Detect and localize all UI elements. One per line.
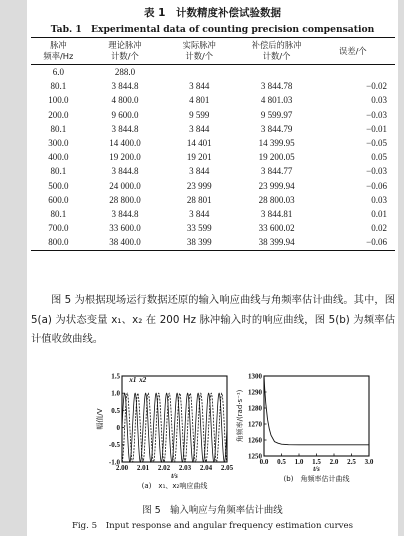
cell-theoretical: 288.0: [114, 67, 136, 77]
cell-frequency: 200.0: [48, 109, 69, 120]
right-margin-strip: [398, 0, 404, 536]
cell-error: 0.03: [371, 95, 387, 106]
figure-caption-zh: 图 5 输入响应与角频率估计曲线: [142, 505, 283, 516]
table-caption-en: Tab. 1 Experimental data of counting precision compensation: [50, 24, 375, 35]
table-row: [31, 93, 395, 107]
figure-svg: [27, 372, 398, 502]
y-tick-label-a: 0: [116, 424, 120, 432]
table-row: [31, 179, 395, 193]
series-label-x2: x2: [139, 375, 147, 384]
cell-frequency: 80.1: [50, 166, 67, 177]
body-paragraph: [31, 291, 395, 350]
cell-compensated: 38 399.94: [234, 235, 318, 250]
header-compensated-count: 补偿后的脉冲 计数/个: [234, 38, 318, 65]
x-tick-label-b: 2.0: [329, 458, 339, 466]
x-tick-label-a: 2.05: [220, 464, 234, 472]
series-line-frequency-estimate: [264, 376, 369, 445]
cell-error: −0.05: [366, 138, 387, 149]
x-tick-label-b: 1.0: [294, 458, 304, 466]
cell-frequency: 300.0: [48, 138, 69, 149]
cell-compensated: 19 200.05: [258, 152, 295, 163]
figure-5: [27, 372, 398, 492]
header-pulse-frequency: 脉冲 频率/Hz: [31, 38, 86, 65]
cell-compensated: 14 399.95: [258, 138, 295, 149]
table-row: [31, 235, 395, 250]
cell-compensated: [234, 65, 318, 80]
table-row: [31, 150, 395, 164]
cell-error: −0.06: [319, 235, 395, 250]
x-tick-label-a: 2.04: [199, 464, 213, 472]
y-tick-label-b: 1290: [248, 388, 262, 397]
x-tick-label-b: 1.5: [312, 458, 321, 466]
x-tick-label-a: 2.01: [136, 464, 150, 472]
subfigure-label-b: (b) 角频率估计曲线: [283, 475, 350, 483]
cell-error: 0.05: [371, 152, 387, 163]
cell-actual: 33 599: [186, 223, 212, 234]
cell-compensated: 28 800.03: [258, 194, 295, 205]
subfigure-label-a: (a) x₁、x₂响应曲线: [141, 482, 208, 490]
cell-actual: 38 399: [164, 235, 234, 250]
cell-error: 0.02: [371, 223, 387, 234]
cell-frequency: 800.0: [31, 235, 86, 250]
y-tick-label-b: 1300: [248, 372, 262, 381]
cell-compensated: 3 844.77: [260, 166, 293, 177]
cell-frequency: 80.1: [50, 123, 67, 134]
table-row: [31, 207, 395, 221]
cell-theoretical: 14 400.0: [109, 138, 141, 149]
table-row: [31, 108, 395, 122]
y-tick-label-b: 1250: [248, 452, 262, 461]
y-tick-label-a: 0.5: [111, 406, 120, 415]
x-axis-title-a: t/s: [171, 472, 178, 480]
cell-theoretical: 9 600.0: [111, 109, 139, 120]
cell-theoretical: 28 800.0: [109, 194, 141, 205]
cell-actual: 3 844: [189, 209, 210, 220]
paragraph-text: 图 5 为根据现场运行数据还原的输入响应曲线与角频率估计曲线。其中，图 5(a) 为状态变量 x₁、x₂ 在 200 Hz 脉冲输入时的响应曲线，图 5(b) 为频率估计值收敛曲线。: [31, 294, 395, 345]
cell-error: [319, 65, 395, 80]
y-tick-label-a: 1.5: [111, 372, 120, 381]
table-row: [31, 136, 395, 150]
cell-theoretical: 19 200.0: [109, 152, 141, 163]
cell-error: −0.03: [366, 166, 387, 177]
cell-actual: [164, 65, 234, 80]
cell-error: −0.01: [366, 123, 387, 134]
cell-error: −0.02: [366, 81, 387, 92]
cell-frequency: 6.0: [52, 67, 65, 77]
x-tick-label-a: 2.02: [157, 464, 171, 472]
cell-compensated: 9 599.97: [260, 109, 293, 120]
x-tick-label-a: 2.00: [115, 464, 129, 472]
document-page: [27, 0, 398, 536]
cell-frequency: 400.0: [48, 152, 69, 163]
series-line-x1: [122, 393, 227, 462]
cell-error: 0.03: [371, 194, 387, 205]
cell-compensated: 3 844.78: [260, 81, 293, 92]
cell-frequency: 700.0: [48, 223, 69, 234]
cell-error: 0.01: [371, 209, 387, 220]
header-error: 误差/个: [319, 38, 395, 65]
cell-theoretical: 33 600.0: [109, 223, 141, 234]
cell-frequency: 600.0: [48, 194, 69, 205]
x-tick-label-b: 0.5: [277, 458, 286, 466]
y-axis-title-b: 角频率/(rad·s⁻¹): [236, 389, 244, 443]
cell-theoretical: 3 844.8: [111, 209, 139, 220]
cell-theoretical: 4 800.0: [111, 95, 139, 106]
cell-actual: 19 201: [186, 152, 212, 163]
cell-compensated: 4 801.03: [260, 95, 293, 106]
cell-actual: 4 801: [189, 95, 210, 106]
cell-frequency: 500.0: [48, 180, 69, 191]
y-tick-label-b: 1280: [248, 404, 262, 413]
y-tick-label-a: -1.0: [108, 458, 120, 467]
y-tick-label-b: 1260: [248, 436, 262, 445]
data-table: [31, 37, 395, 251]
header-actual-count: 实际脉冲 计数/个: [164, 38, 234, 65]
table-header-row: [31, 38, 395, 65]
cell-error: −0.06: [366, 180, 387, 191]
cell-theoretical: 3 844.8: [111, 123, 139, 134]
cell-compensated: 3 844.79: [260, 123, 293, 134]
cell-compensated: 23 999.94: [258, 180, 295, 191]
table-row: [31, 122, 395, 136]
x-tick-label-b: 0.0: [259, 458, 269, 466]
cell-actual: 23 999: [186, 180, 212, 191]
table-row: [31, 193, 395, 207]
cell-theoretical: 3 844.8: [111, 81, 139, 92]
cell-actual: 3 844: [189, 166, 210, 177]
y-tick-label-a: -0.5: [108, 441, 120, 450]
left-margin-strip: [0, 0, 27, 536]
cell-theoretical: 38 400.0: [86, 235, 164, 250]
cell-actual: 3 844: [189, 81, 210, 92]
cell-actual: 3 844: [189, 123, 210, 134]
axes-frame-a: [122, 376, 227, 462]
cell-frequency: 80.1: [50, 209, 67, 220]
figure-caption-en: Fig. 5 Input response and angular frequency estimation curves: [71, 521, 354, 531]
table-row: [31, 79, 395, 93]
table-row: [31, 65, 395, 80]
x-tick-label-b: 2.5: [347, 458, 356, 466]
table-row: [31, 221, 395, 235]
x-axis-title-b: t/s: [313, 465, 320, 473]
cell-theoretical: 3 844.8: [111, 166, 139, 177]
y-tick-label-b: 1270: [248, 420, 262, 429]
cell-frequency: 80.1: [50, 81, 67, 92]
y-tick-label-a: 1.0: [111, 389, 120, 398]
y-axis-title-a: 幅值/V: [96, 408, 104, 430]
cell-actual: 28 801: [186, 194, 212, 205]
cell-compensated: 3 844.81: [260, 209, 293, 220]
x-tick-label-a: 2.03: [178, 464, 192, 472]
series-label-x1: x1: [129, 375, 137, 384]
cell-theoretical: 24 000.0: [109, 180, 141, 191]
table-row: [31, 164, 395, 178]
cell-error: −0.03: [366, 109, 387, 120]
cell-compensated: 33 600.02: [258, 223, 295, 234]
table-caption-zh: 表 1 计数精度补偿试验数据: [144, 7, 281, 19]
cell-frequency: 100.0: [48, 95, 69, 106]
header-theoretical-count: 理论脉冲 计数/个: [86, 38, 164, 65]
cell-actual: 9 599: [189, 109, 210, 120]
x-tick-label-b: 3.0: [364, 458, 374, 466]
cell-actual: 14 401: [186, 138, 212, 149]
